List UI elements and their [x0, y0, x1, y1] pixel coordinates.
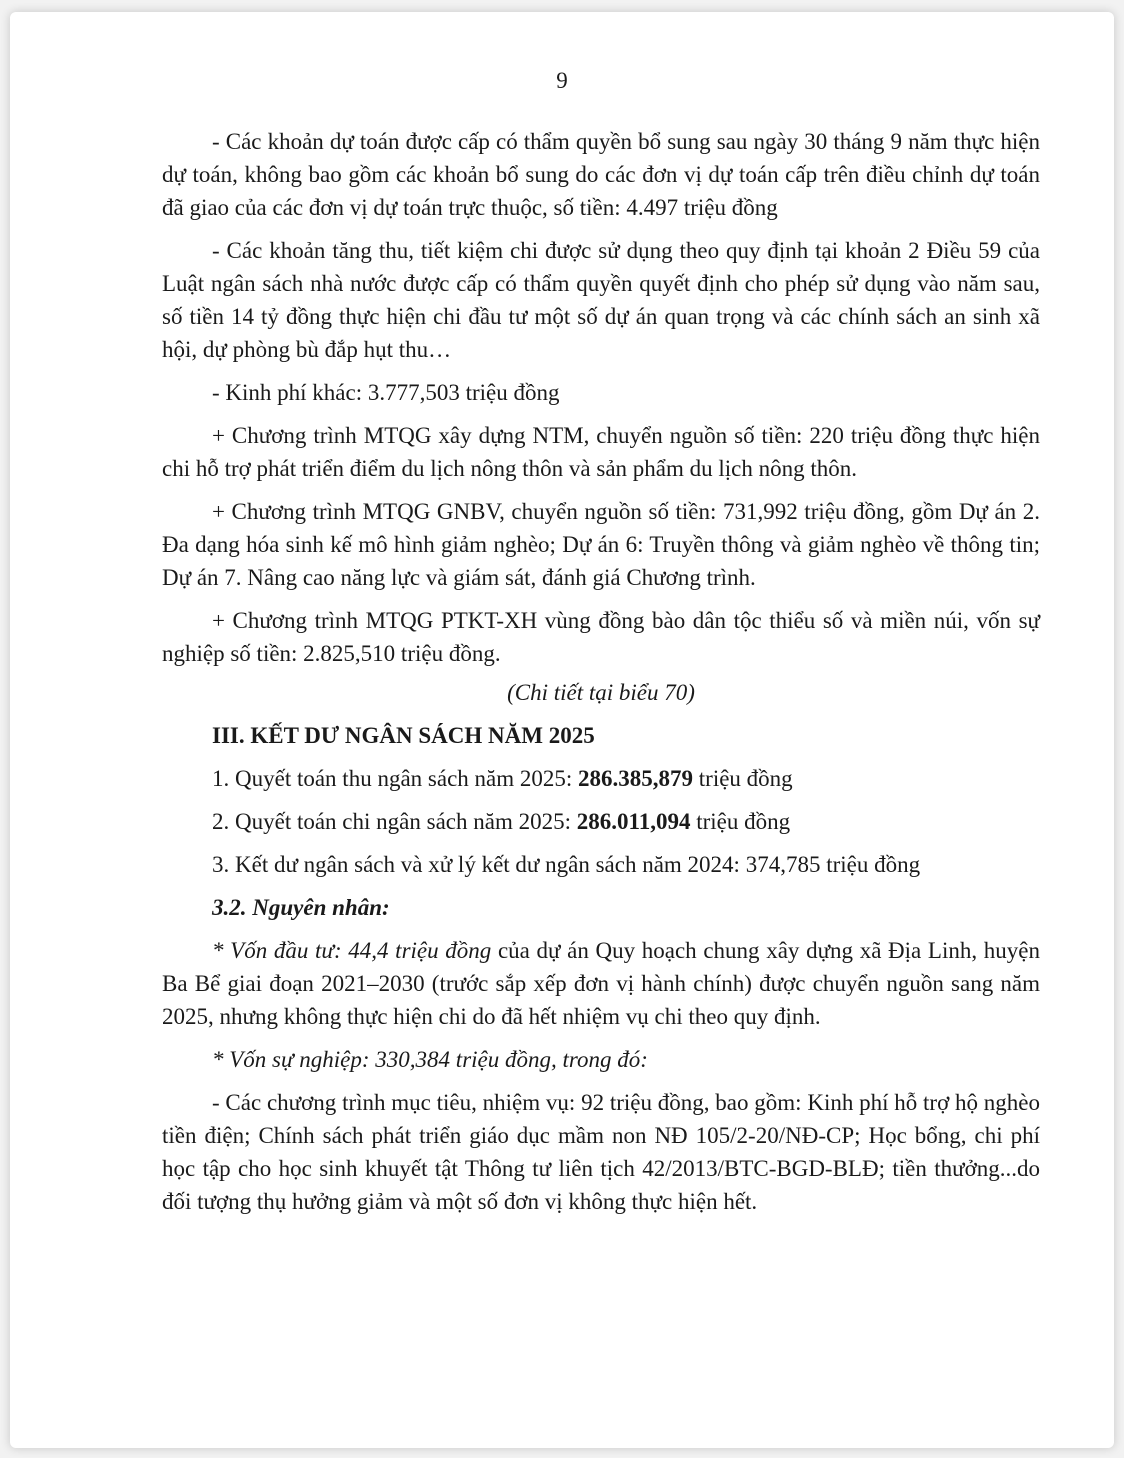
page-body	[162, 125, 1040, 1228]
expenditure-settlement-item	[162, 805, 1040, 838]
paragraph-other-funds: - Kinh phí khác: 3.777,503 triệu đồng	[212, 380, 560, 405]
document-page	[10, 12, 1114, 1448]
surplus-item: 3. Kết dư ngân sách và xử lý kết dư ngân sách năm 2024: 374,785 triệu đồng	[212, 852, 921, 877]
paragraph-ntm-program: + Chương trình MTQG xây dựng NTM, chuyển nguồn số tiền: 220 triệu đồng thực hiện chi hỗ trợ phát triển điểm du lịch nông thôn và sản phẩm du lịch nông thôn.	[162, 423, 1040, 481]
investment-capital-lead: * Vốn đầu tư: 44,4 triệu đồng	[212, 938, 492, 963]
page-number: 9	[556, 68, 568, 93]
expenditure-settlement-label: 2. Quyết toán chi ngân sách năm 2025:	[212, 809, 577, 834]
causes-heading: 3.2. Nguyên nhân:	[212, 895, 390, 920]
section-heading: III. KẾT DƯ NGÂN SÁCH NĂM 2025	[212, 723, 595, 748]
paragraph-gnbv-program: + Chương trình MTQG GNBV, chuyển nguồn số tiền: 731,992 triệu đồng, gồm Dự án 2. Đa dạng hóa sinh kế mô hình giảm nghèo; Dự án 6: Truyền thông và giảm nghèo về thông tin; Dự án 7. Nâng cao năng lực và giám sát, đánh giá Chương trình.	[162, 499, 1040, 590]
detail-note: (Chi tiết tại biểu 70)	[507, 680, 695, 705]
paragraph-ptkt-program: + Chương trình MTQG PTKT-XH vùng đồng bào dân tộc thiểu số và miền núi, vốn sự nghiệp số tiền: 2.825,510 triệu đồng.	[162, 608, 1040, 666]
paragraph-supplementary-estimates: - Các khoản dự toán được cấp có thẩm quyền bổ sung sau ngày 30 tháng 9 năm thực hiện dự toán, không bao gồm các khoản bổ sung do các đơn vị dự toán cấp trên điều chỉnh dự toán đã giao của các đơn vị dự toán trực thuộc, số tiền: 4.497 triệu đồng	[162, 129, 1040, 220]
career-capital-paragraph: * Vốn sự nghiệp: 330,384 triệu đồng, trong đó:	[212, 1047, 648, 1072]
revenue-settlement-item	[162, 762, 1040, 795]
expenditure-settlement-value: 286.011,094	[576, 809, 691, 834]
investment-capital-paragraph	[162, 934, 1040, 1033]
revenue-settlement-value: 286.385,879	[578, 766, 694, 791]
paragraph-revenue-increase: - Các khoản tăng thu, tiết kiệm chi được sử dụng theo quy định tại khoản 2 Điều 59 của Luật ngân sách nhà nước được cấp có thẩm quyền quyết định cho phép sử dụng vào năm sau, số tiền 14 tỷ đồng thực hiện chi đầu tư một số dự án quan trọng và các chính sách an sinh xã hội, dự phòng bù đắp hụt thu…	[162, 238, 1040, 362]
revenue-settlement-label: 1. Quyết toán thu ngân sách năm 2025:	[212, 766, 579, 791]
investment-capital-text: của dự án Quy hoạch chung xây dựng xã Địa Linh, huyện Ba Bể giai đoạn 2021–2030 (trước sắp xếp đơn vị hành chính) được chuyển nguồn sang năm 2025, nhưng không thực hiện chi do đã hết nhiệm vụ chi theo quy định.	[162, 938, 1040, 1029]
target-programs-paragraph: - Các chương trình mục tiêu, nhiệm vụ: 92 triệu đồng, bao gồm: Kinh phí hỗ trợ hộ nghèo tiền điện; Chính sách phát triển giáo dục mầm non NĐ 105/2-20/NĐ-CP; Học bổng, chi phí học tập cho học sinh khuyết tật Thông tư liên tịch 42/2013/BTC-BGD-BLĐ; tiền thưởng...do đối tượng thụ hưởng giảm và một số đơn vị không thực hiện hết.	[162, 1090, 1040, 1214]
revenue-settlement-unit: triệu đồng	[693, 766, 793, 791]
expenditure-settlement-unit: triệu đồng	[690, 809, 791, 834]
